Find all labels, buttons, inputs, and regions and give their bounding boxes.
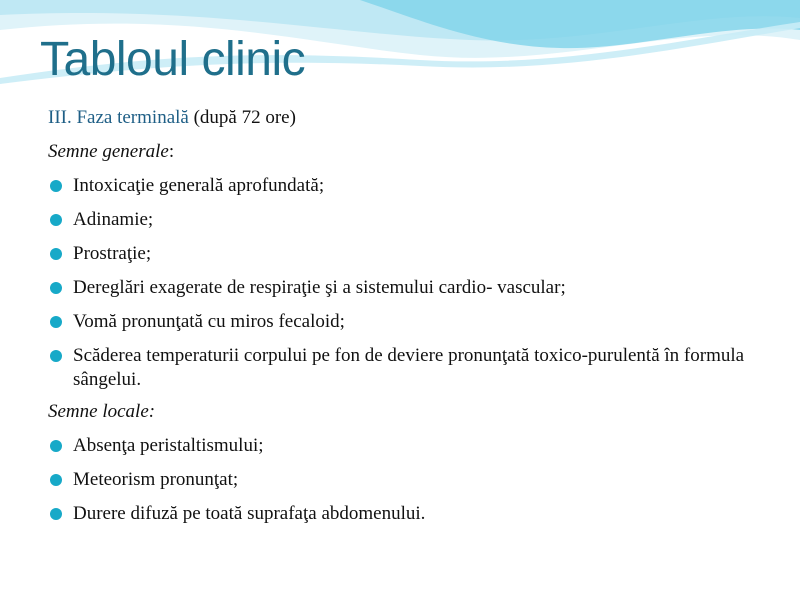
list-item-text: Absenţa peristaltismului;	[73, 435, 264, 456]
list-item-text: Durere difuză pe toată suprafaţa abdomenului.	[73, 503, 426, 524]
general-signs-heading-colon: :	[168, 141, 175, 162]
list-item-text: Vomă pronunţată cu miros fecaloid;	[73, 311, 345, 332]
list-item-text: Meteorism pronunţat;	[73, 469, 239, 490]
general-signs-heading: Semne generale	[48, 141, 169, 162]
bullet-dot-icon	[50, 180, 62, 192]
phase-line	[48, 106, 768, 130]
bullet-dot-icon	[50, 440, 62, 452]
list-item	[48, 502, 768, 526]
list-item	[48, 208, 768, 232]
list-item	[48, 174, 768, 198]
phase-label: III. Faza terminală	[48, 107, 189, 128]
list-item	[48, 276, 768, 300]
list-item	[48, 468, 768, 492]
list-item-text: Intoxicaţie generală aprofundată;	[73, 175, 325, 196]
general-signs-heading-line	[48, 140, 768, 164]
bullet-dot-icon	[50, 350, 62, 362]
bullet-dot-icon	[50, 282, 62, 294]
list-item	[48, 310, 768, 334]
list-item-text: Prostraţie;	[73, 243, 152, 264]
list-item	[48, 344, 768, 392]
phase-detail: (după 72 ore)	[188, 107, 296, 128]
list-item-text: Scăderea temperaturii corpului pe fon de deviere pronunţată toxico-purulentă în formula sângelui.	[73, 345, 745, 390]
bullet-dot-icon	[50, 214, 62, 226]
list-item-text: Dereglări exagerate de respiraţie şi a sistemului cardio- vascular;	[73, 277, 566, 298]
list-item-text: Adinamie;	[73, 209, 154, 230]
list-item	[48, 242, 768, 266]
list-item	[48, 434, 768, 458]
bullet-dot-icon	[50, 474, 62, 486]
local-signs-heading: Semne locale:	[48, 401, 156, 422]
slide-title: Tabloul clinic	[40, 33, 306, 86]
slide-content	[48, 106, 768, 536]
bullet-dot-icon	[50, 248, 62, 260]
bullet-dot-icon	[50, 508, 62, 520]
bullet-dot-icon	[50, 316, 62, 328]
